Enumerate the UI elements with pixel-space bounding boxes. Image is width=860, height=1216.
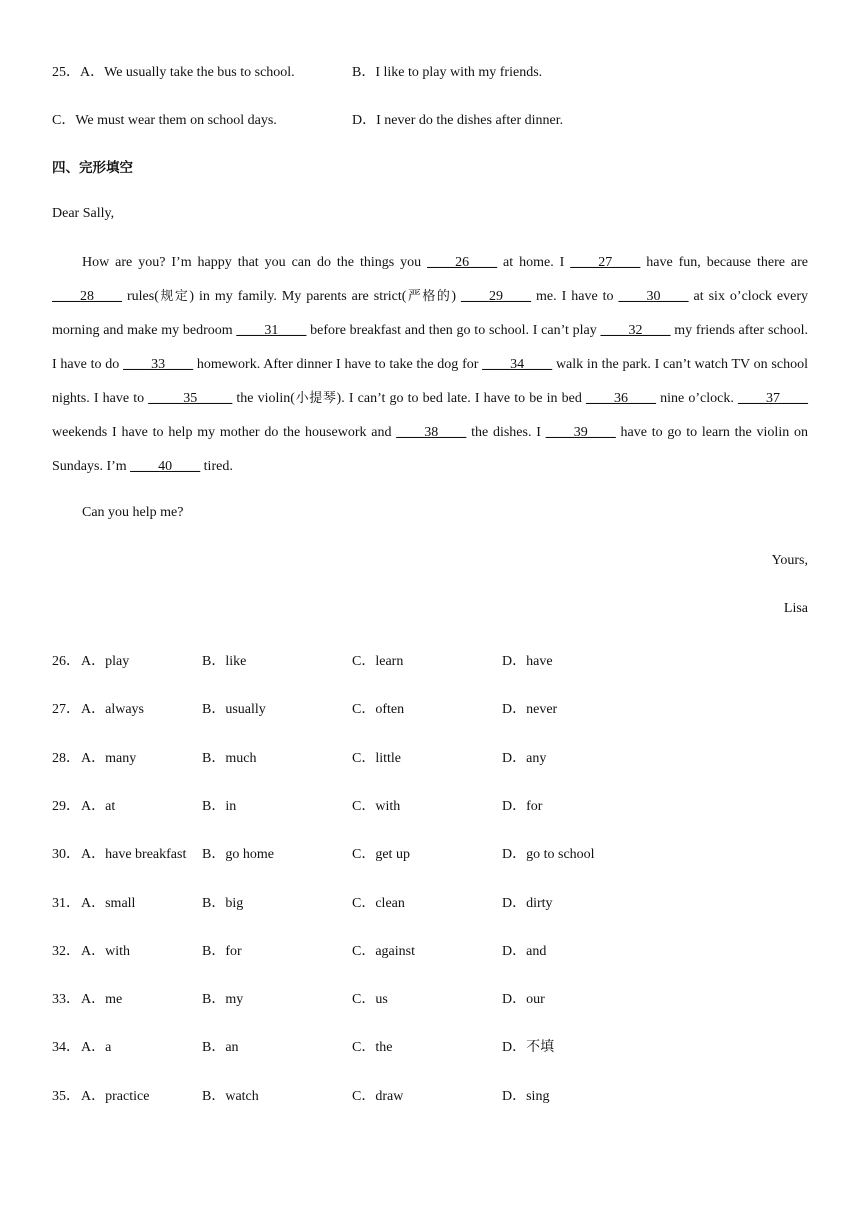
option-c: C．get up [352,847,410,863]
option-b: B．big [202,895,244,911]
letter-text: ) [451,289,462,304]
option-c: C．against [352,943,415,959]
chinese-gloss: 小提琴 [294,391,337,406]
answer-blank: _____35_____ [148,391,233,406]
q25-number: 25． [52,65,80,80]
letter-body-text [52,255,808,474]
option-a: A．have breakfast [81,847,187,863]
letter-text: ). I can’t go to bed late. I have to be in bed [336,391,586,406]
question-number: 30． [52,847,80,863]
question-number: 32． [52,943,80,959]
letter-text: have to go to learn the violin on Sundays. I’m [52,425,808,474]
option-b: B．an [202,1040,239,1056]
letter-text: walk in the park. I can’t watch TV on school nights. I have to [52,357,808,406]
option-c: C．the [352,1040,393,1056]
option-c: C．draw [352,1088,404,1104]
letter-text: the dishes. I [466,425,546,440]
option-a: A．with [81,943,130,959]
section-title: 四、完形填空 [52,160,133,176]
answer-blank: ____26____ [427,255,498,270]
answer-blank: ____33____ [123,357,194,372]
option-b: B．like [202,654,247,669]
option-b: B．much [202,750,257,766]
q25-option-d: D．I never do the dishes after dinner. [352,113,564,128]
option-d: D．go to school [502,847,595,863]
q25-option-c: C．We must wear them on school days. [52,113,277,128]
letter-text: ) in my family. My parents are strict( [189,289,407,304]
letter-closing-line: Can you help me? [82,505,184,520]
q25-row-1 [52,61,295,81]
option-d: D．never [502,702,558,718]
letter-text: have fun, because there are [640,255,808,270]
option-a: A．small [81,895,136,911]
option-d: D．our [502,992,545,1008]
question-number: 26． [52,654,80,669]
question-number: 34． [52,1040,80,1056]
option-d: D．不填 [502,1040,555,1056]
question-number: 31． [52,895,80,911]
chinese-gloss: 规定 [158,289,190,304]
option-c: C．little [352,750,401,766]
answer-blank: ____37____ [738,391,808,406]
answer-blank: ____38____ [396,425,467,440]
option-a: A．me [81,992,123,1008]
answer-blank: ____39____ [545,425,616,440]
option-b: B．for [202,943,242,959]
option-c: C．learn [352,654,404,669]
option-c: C．often [352,702,405,718]
letter-greeting: Dear Sally, [52,206,115,221]
letter-text: weekends I have to help my mother do the housework and [52,425,397,440]
answer-blank: ____40____ [130,459,201,474]
letter-sign-off: Yours, [771,553,808,568]
option-a: A．a [81,1040,112,1056]
option-b: B．usually [202,702,266,718]
option-d: D．any [502,750,547,766]
option-a: A．play [81,654,130,669]
option-b: B．my [202,992,244,1008]
question-number: 29． [52,798,80,814]
answer-blank: ____29____ [461,289,532,304]
letter-text: the violin( [232,391,295,406]
question-number: 27． [52,702,80,718]
letter-text: nine o’clock. [656,391,738,406]
question-number: 33． [52,992,80,1008]
letter-text: rules( [122,289,159,304]
option-d: D．for [502,798,543,814]
answer-blank: ____31____ [236,323,307,338]
option-b: B．in [202,798,237,814]
option-a: A．always [81,702,144,718]
answer-blank: ____36____ [586,391,656,406]
question-number: 28． [52,750,80,766]
letter-text: me. I have to [531,289,619,304]
letter-text: at home. I [497,255,571,270]
answer-blank: ____32____ [600,323,671,338]
letter-text: my friends after school. I have to do [52,323,808,372]
q25-option-b: B．I like to play with my friends. [352,65,543,80]
option-c: C．clean [352,895,405,911]
option-d: D．sing [502,1088,550,1104]
answer-blank: ____27____ [570,255,641,270]
answer-blank: ____28____ [52,289,122,304]
option-d: D．and [502,943,547,959]
option-a: A．at [81,798,116,814]
letter-text: at six o’clock every morning and make my bedroom [52,289,808,338]
answer-blank: ____30____ [618,289,689,304]
option-c: C．with [352,798,401,814]
chinese-gloss: 严格的 [406,289,452,304]
option-d: D．dirty [502,895,553,911]
letter-text: tired. [200,459,233,474]
letter-body [52,246,808,484]
letter-text: homework. After dinner I have to take the dog for [193,357,483,372]
letter-text: before breakfast and then go to school. I can’t play [306,323,601,338]
option-c: C．us [352,992,388,1008]
option-a: A．many [81,750,137,766]
q25-option-a: A．We usually take the bus to school. [80,65,295,80]
answer-blank: ____34____ [482,357,553,372]
option-a: A．practice [81,1088,150,1104]
option-d: D．have [502,654,553,669]
letter-text: How are you? I’m happy that you can do the things you [82,255,428,270]
option-b: B．watch [202,1088,259,1104]
question-number: 35． [52,1088,80,1104]
option-b: B．go home [202,847,274,863]
letter-signature: Lisa [783,601,808,616]
